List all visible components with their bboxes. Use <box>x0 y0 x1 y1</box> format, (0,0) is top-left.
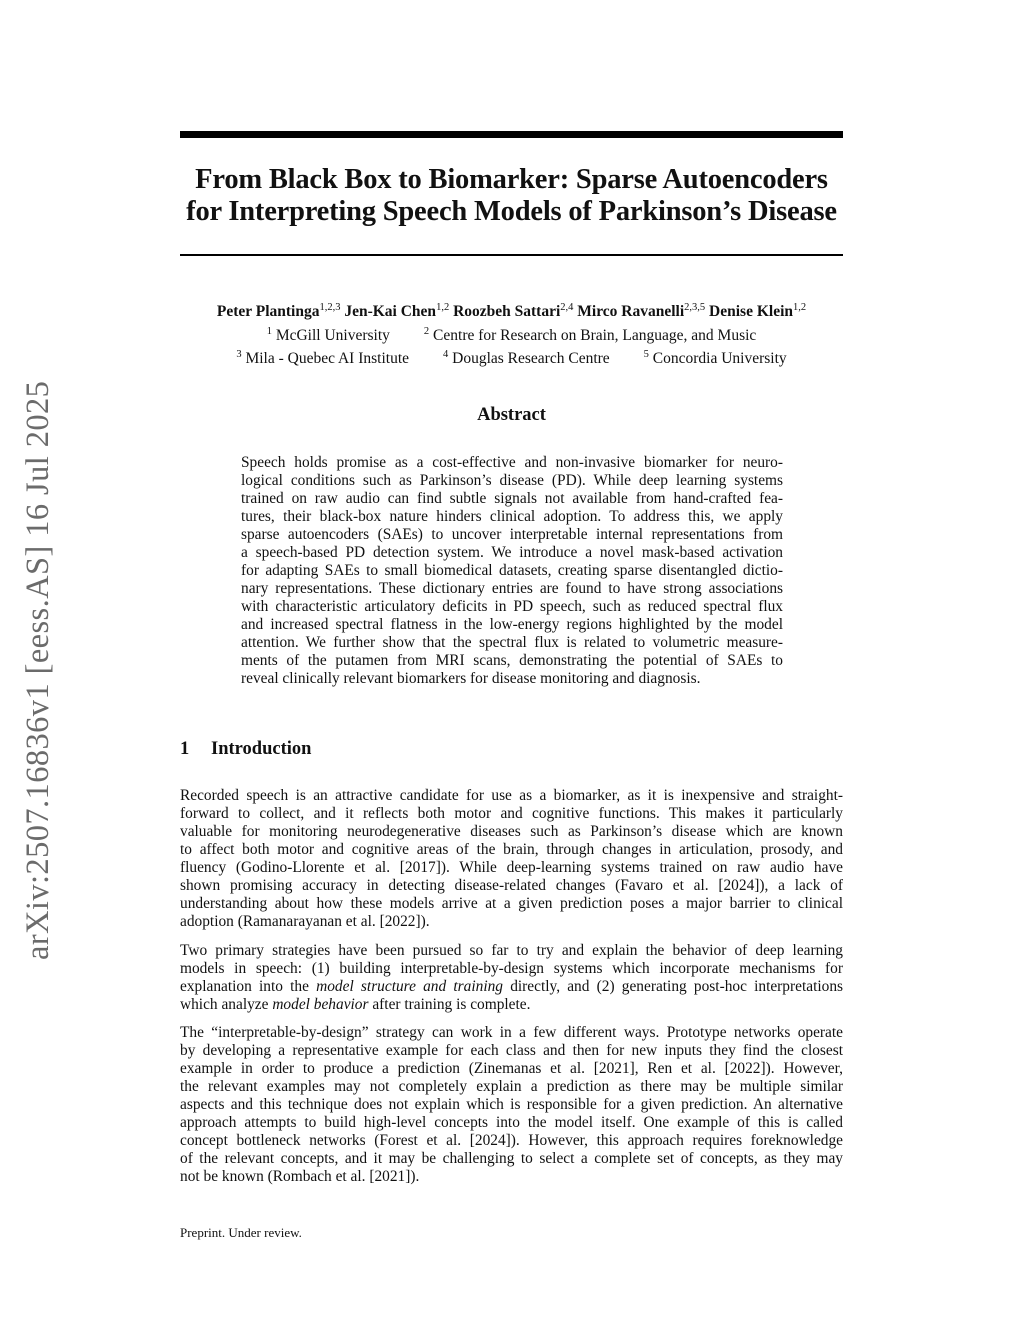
intro-paragraph-1 <box>180 787 843 931</box>
body-line: of the relevant concepts, and it may be challenging to select a complete set of concepts, as they may <box>180 1150 843 1167</box>
body-text: after training is complete. <box>368 996 531 1013</box>
body-text: explanation into the <box>180 978 317 995</box>
body-line <box>180 978 843 996</box>
body-line: valuable for monitoring neurodegenerative diseases such as Parkinson’s disease which are known <box>180 823 843 840</box>
abstract-line: sparse autoencoders (SAEs) to uncover interpretable internal representations from <box>241 526 783 543</box>
author-affil-sup: 1,2 <box>436 302 450 313</box>
intro-paragraph-3 <box>180 1024 843 1186</box>
author-affil-sup: 2,3,5 <box>684 302 706 313</box>
body-line: The “interpretable-by-design” strategy can work in a few different ways. Prototype networks operate <box>180 1024 843 1041</box>
body-line <box>180 996 843 1014</box>
affil-num: 4 <box>443 349 449 360</box>
body-line: forward to collect, and it reflects both motor and cognitive functions. This makes it particularly <box>180 805 843 822</box>
body-line: concept bottleneck networks (Forest et al. [2024]). However, this approach requires foreknowledge <box>180 1132 843 1149</box>
section-number: 1 <box>180 739 190 759</box>
author-name: Peter Plantinga <box>216 303 320 320</box>
page-footer: Preprint. Under review. <box>180 1225 302 1240</box>
affil-num: 3 <box>236 349 242 360</box>
title-rule-top <box>180 131 843 138</box>
abstract-line: a speech-based PD detection system. We introduce a novel mask-based activation <box>241 544 783 561</box>
body-line: example in order to produce a prediction (Zinemanas et al. [2021], Ren et al. [2022]). However, <box>180 1060 843 1077</box>
affil-num: 1 <box>266 326 272 337</box>
author-list <box>170 298 853 322</box>
abstract-line: attention. We further show that the spectral flux is related to volumetric measure- <box>241 634 783 651</box>
body-line: to affect both motor and cognitive areas of the brain, through changes in articulation, prosody, and <box>180 841 843 858</box>
body-line: shown promising accuracy in detecting disease-related changes (Favaro et al. [2024]), a lack of <box>180 877 843 894</box>
affiliation-line <box>170 345 853 368</box>
abstract-text <box>241 454 783 688</box>
author-block <box>170 298 853 368</box>
body-line: by developing a representative example for each class and then for new inputs they find the closest <box>180 1042 843 1059</box>
author-name: Jen-Kai Chen <box>344 303 437 320</box>
affil-num: 2 <box>423 326 430 337</box>
abstract-line: ments of the putamen from MRI scans, demonstrating the potential of SAEs to <box>241 652 783 669</box>
affil-name: Mila - Quebec AI Institute <box>245 350 410 367</box>
title-line: for Interpreting Speech Models of Parkinson’s Disease <box>186 196 837 227</box>
abstract-heading: Abstract <box>477 405 546 425</box>
author-name: Denise Klein <box>709 303 794 320</box>
emphasis-text: model structure and training <box>316 978 503 995</box>
arxiv-stamp: arXiv:2507.16836v1 [eess.AS] 16 Jul 2025 <box>20 380 56 960</box>
abstract-line: Speech holds promise as a cost-effective and non-invasive biomarker for neuro- <box>241 454 783 471</box>
affiliation-line <box>170 322 853 345</box>
body-line: fluency (Godino-Llorente et al. [2017]). While deep-learning systems trained on raw audio have <box>180 859 843 876</box>
author-affil-sup: 2,4 <box>560 302 574 313</box>
author-name: Mirco Ravanelli <box>577 303 685 320</box>
author-affil-sup: 1,2 <box>793 302 807 313</box>
affil-name: Concordia University <box>652 350 787 367</box>
intro-paragraph-2 <box>180 942 843 1014</box>
abstract-line: nary representations. These dictionary entries are found to have strong associations <box>241 580 783 597</box>
body-line: Recorded speech is an attractive candidate for use as a biomarker, as it is inexpensive and straight- <box>180 787 843 804</box>
body-text: which analyze <box>180 996 273 1013</box>
affil-name: Douglas Research Centre <box>452 350 610 367</box>
abstract-line: tures, their black-box nature hinders clinical adoption. To address this, we apply <box>241 508 783 525</box>
body-line: adoption (Ramanarayanan et al. [2022]). <box>180 913 430 930</box>
author-affil-sup: 1,2,3 <box>319 302 341 313</box>
abstract-line: logical conditions such as Parkinson’s disease (PD). While deep learning systems <box>241 472 783 489</box>
emphasis-text: model behavior <box>272 996 369 1013</box>
body-line: models in speech: (1) building interpretable-by-design systems which incorporate mechanisms for <box>180 960 843 977</box>
abstract-line: with characteristic articulatory deficits in PD speech, such as reduced spectral flux <box>241 598 783 615</box>
title-rule-bottom <box>180 254 843 256</box>
affil-num: 5 <box>643 349 649 360</box>
body-text: directly, and (2) generating post-hoc interpretations <box>503 978 844 995</box>
body-line: the relevant examples may not completely explain a prediction as there may be multiple similar <box>180 1078 843 1095</box>
body-line: not be known (Rombach et al. [2021]). <box>180 1168 420 1185</box>
body-line: approach attempts to build high-level concepts into the model itself. One example of this is called <box>180 1114 843 1131</box>
body-line: aspects and this technique does not explain which is responsible for a given prediction. An alternative <box>180 1096 843 1113</box>
author-name: Roozbeh Sattari <box>453 303 561 320</box>
body-line: understanding about how these models arrive at a given prediction poses a major barrier to clinical <box>180 895 843 912</box>
affil-name: McGill University <box>275 327 390 344</box>
affil-name: Centre for Research on Brain, Language, and Music <box>433 327 757 344</box>
body-line: Two primary strategies have been pursued so far to try and explain the behavior of deep learning <box>180 942 843 959</box>
abstract-line: trained on raw audio can find subtle signals not available from hand-crafted fea- <box>241 490 783 507</box>
abstract-line: and increased spectral flatness in the low-energy regions highlighted by the model <box>241 616 783 633</box>
title-line: From Black Box to Biomarker: Sparse Autoencoders <box>195 164 828 195</box>
abstract-line: reveal clinically relevant biomarkers for disease monitoring and diagnosis. <box>241 670 701 687</box>
paper-title <box>180 164 843 228</box>
abstract-line: for adapting SAEs to small biomedical datasets, creating sparse disentangled dictio- <box>241 562 783 579</box>
section-heading-introduction <box>180 739 311 760</box>
section-title: Introduction <box>211 739 312 759</box>
